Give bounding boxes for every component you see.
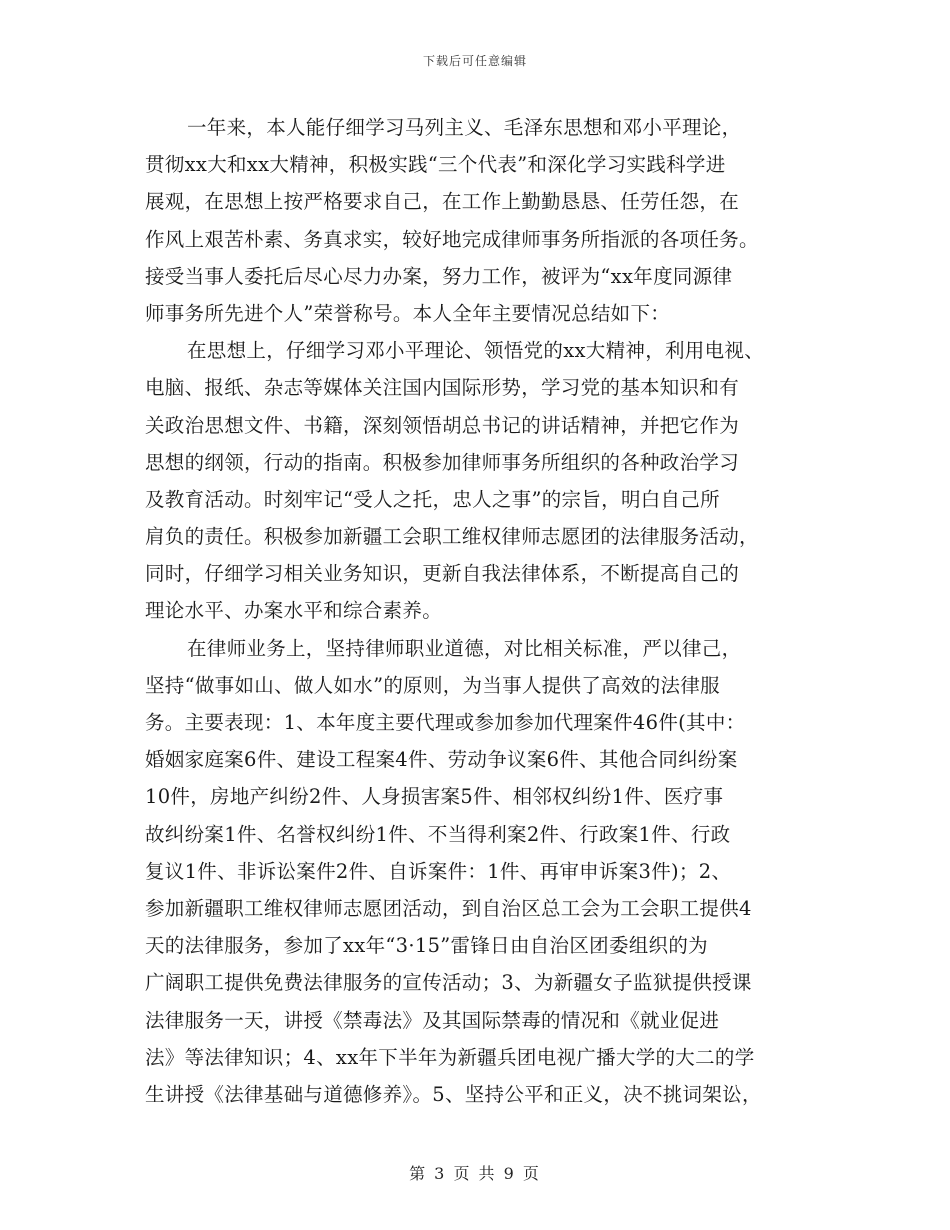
paragraph-line: 一年来，本人能仔细学习马列主义、毛泽东思想和邓小平理论， [187, 116, 742, 139]
document-body [145, 109, 825, 1113]
paragraph-line: 及教育活动。时刻牢记“受人之托，忠人之事”的宗旨，明白自己所 [145, 487, 720, 511]
paragraph-line: 在律师业务上，坚持律师职业道德，对比相关标准，严以律己， [187, 636, 742, 660]
paragraph-line: 作风上艰苦朴素、务真求实，较好地完成律师事务所指派的各项任务。 [145, 227, 759, 251]
paragraph-line: 展观，在思想上按严格要求自己，在工作上勤勤恳恳、任劳任怨，在 [145, 190, 740, 214]
paragraph-line: 坚持“做事如山、做人如水”的原则，为当事人提供了高效的法律服 [145, 673, 720, 697]
paragraph-line: 10件，房地产纠纷2件、人身损害案5件、相邻权纠纷1件、医疗事 [145, 785, 724, 809]
paragraph-line: 关政治思想文件、书籍，深刻领悟胡总书记的讲话精神，并把它作为 [145, 413, 740, 437]
paragraph-line: 务。主要表现：1、本年度主要代理或参加参加代理案件46件(其中： [145, 711, 746, 734]
paragraph-line: 法律服务一天，讲授《禁毒法》及其国际禁毒的情况和《就业促进 [145, 1008, 720, 1032]
page-number: 第 3 页 共 9 页 [409, 1164, 541, 1183]
paragraph-line: 思想的纲领，行动的指南。积极参加律师事务所组织的各种政治学习 [145, 450, 740, 474]
paragraph-line: 生讲授《法律基础与道德修养》。5、坚持公平和正义，决不挑词架讼， [145, 1082, 762, 1106]
paragraph-line: 同时，仔细学习相关业务知识，更新自我法律体系，不断提高自己的 [145, 562, 740, 586]
paragraph-line: 参加新疆职工维权律师志愿团活动，到自治区总工会为工会职工提供4 [145, 896, 752, 920]
paragraph-line: 复议1件、非诉讼案件2件、自诉案件：1件、再审申诉案3件)；2、 [145, 859, 732, 883]
paragraph-line: 法》等法律知识；4、xx年下半年为新疆兵团电视广播大学的大二的学 [145, 1045, 755, 1069]
paragraph-line: 师事务所先进个人”荣誉称号。本人全年主要情况总结如下： [145, 301, 671, 325]
paragraph-line: 天的法律服务，参加了xx年“3·15”雷锋日由自治区团委组织的为 [145, 934, 708, 958]
header-note: 下载后可任意编辑 [422, 54, 527, 68]
paragraph-line: 故纠纷案1件、名誉权纠纷1件、不当得利案2件、行政案1件、行政 [145, 822, 731, 846]
paragraph-line: 理论水平、办案水平和综合素养。 [145, 599, 443, 623]
paragraph-line: 广阔职工提供免费法律服务的宣传活动；3、为新疆女子监狱提供授课 [145, 971, 752, 995]
paragraph-line: 在思想上，仔细学习邓小平理论、领悟党的xx大精神，利用电视、 [187, 339, 764, 363]
paragraph-line: 贯彻xx大和xx大精神，积极实践“三个代表”和深化学习实践科学进 [145, 153, 726, 177]
paragraph-line: 接受当事人委托后尽心尽力办案，努力工作，被评为“xx年度同源律 [145, 264, 733, 288]
paragraph-line: 婚姻家庭案6件、建设工程案4件、劳动争议案6件、其他合同纠纷案 [145, 748, 738, 772]
paragraph-line: 肩负的责任。积极参加新疆工会职工维权律师志愿团的法律服务活动， [145, 525, 759, 549]
paragraph-line: 电脑、报纸、杂志等媒体关注国内国际形势，学习党的基本知识和有 [145, 376, 740, 400]
